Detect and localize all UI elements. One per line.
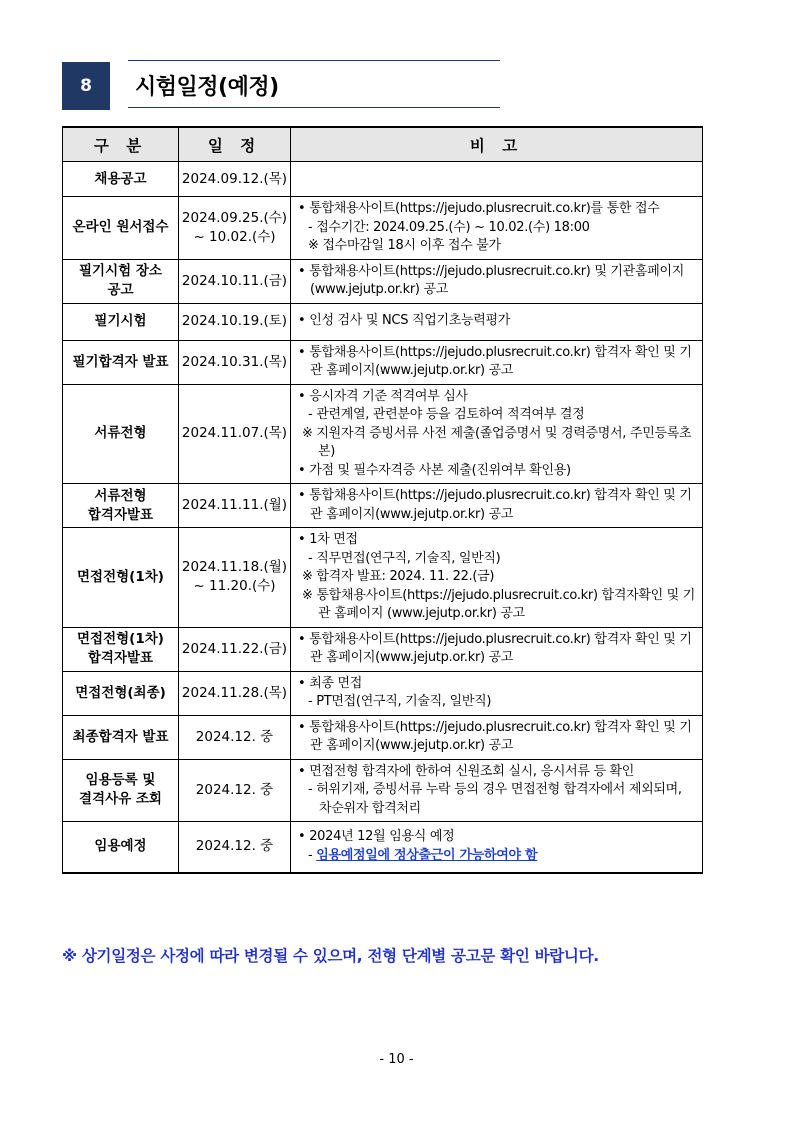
table-row xyxy=(63,384,703,484)
date-line: 2024.12. 중 xyxy=(195,781,274,798)
note-bullet: • 통합채용사이트(https://jejudo.plusrecruit.co.kr) 합격자 확인 및 기관 홈페이지(www.jejutp.or.kr) 공고 xyxy=(298,631,696,668)
row-note xyxy=(291,484,703,528)
header-category: 구 분 xyxy=(63,127,179,162)
table-row xyxy=(63,759,703,822)
table-row xyxy=(63,197,703,260)
row-date xyxy=(179,822,291,873)
category-line: 임용예정 xyxy=(94,838,147,855)
section-number-badge: 8 xyxy=(62,62,110,110)
table-row xyxy=(63,627,703,671)
note-bullet: • 통합채용사이트(https://jejudo.plusrecruit.co.kr) 합격자 확인 및 기관 홈페이지(www.jejutp.or.kr) 공고 xyxy=(298,719,696,756)
row-category xyxy=(63,484,179,528)
date-line: ~ 11.20.(수) xyxy=(193,578,276,595)
table-row xyxy=(63,484,703,528)
page-number: - 10 - xyxy=(379,1052,414,1067)
row-category xyxy=(63,384,179,484)
table-row xyxy=(63,715,703,759)
note-sub-item: ※ 접수마감일 18시 이후 접수 불가 xyxy=(308,238,501,253)
row-note xyxy=(291,197,703,260)
row-category xyxy=(63,627,179,671)
date-line: 2024.11.28.(목) xyxy=(181,684,288,701)
row-category xyxy=(63,759,179,822)
row-category xyxy=(63,197,179,260)
table-header-row xyxy=(63,127,703,162)
date-line: 2024.11.11.(월) xyxy=(181,497,288,513)
row-category xyxy=(63,671,179,715)
table-row xyxy=(63,671,703,715)
title-rule-bottom xyxy=(128,107,500,108)
row-category xyxy=(63,822,179,873)
schedule-change-notice: ※ 상기일정은 사정에 따라 변경될 수 있으며, 전형 단계별 공고문 확인 바랍니다. xyxy=(62,947,599,965)
note-sub-item: - PT면접(연구직, 기술직, 일반직) xyxy=(308,694,492,709)
row-note xyxy=(291,528,703,628)
date-line: 2024.12. 중 xyxy=(195,728,274,745)
note-reference: ※ 지원자격 증빙서류 사전 제출(졸업증명서 및 경력증명서, 주민등록초본) xyxy=(302,425,692,459)
category-line: 면접전형(1차) xyxy=(77,568,164,585)
row-note xyxy=(291,162,703,197)
table-row xyxy=(63,822,703,873)
category-line: 최종합격자 발표 xyxy=(72,728,169,745)
category-line: 결격사유 조회 xyxy=(79,791,162,808)
note-sub-item: - 허위기재, 증빙서류 누락 등의 경우 면접전형 합격자에서 제외되며, 차순위자 합격처리 xyxy=(308,782,682,816)
row-date xyxy=(179,303,291,340)
note-bullet: • 통합채용사이트(https://jejudo.plusrecruit.co.kr) 합격자 확인 및 기관 홈페이지(www.jejutp.or.kr) 공고 xyxy=(298,487,696,524)
row-category xyxy=(63,528,179,628)
note-sub-item: - 접수기간: 2024.09.25.(수) ~ 10.02.(수) 18:00 xyxy=(308,219,590,235)
row-date xyxy=(179,715,291,759)
row-date xyxy=(179,384,291,484)
date-line: 2024.10.19.(토) xyxy=(181,313,288,329)
note-bullet: • 2024년 12월 임용식 예정 xyxy=(298,828,696,847)
table-row xyxy=(63,340,703,384)
note-sub-item: - 관련계열, 관련분야 등을 검토하여 적격여부 결정 xyxy=(308,407,585,422)
date-line: 2024.09.12.(목) xyxy=(181,170,288,187)
row-date xyxy=(179,484,291,528)
note-reference: ※ 통합채용사이트(https://jejudo.plusrecruit.co.kr) 합격자확인 및 기관 홈페이지 (www.jejutp.or.kr) 공고 xyxy=(302,587,696,621)
title-rule-top xyxy=(128,60,500,61)
note-bullet: • 면접전형 합격자에 한하여 신원조회 실시, 응시서류 등 확인 xyxy=(298,763,696,782)
row-note xyxy=(291,822,703,873)
date-line: 2024.10.31.(목) xyxy=(181,353,288,370)
note-bullet: • 최종 면접 xyxy=(298,675,696,694)
table-row xyxy=(63,303,703,340)
category-line: 면접전형(최종) xyxy=(75,684,166,701)
note-bullet: • 통합채용사이트(https://jejudo.plusrecruit.co.kr)를 통한 접수 xyxy=(298,200,696,219)
note-sub-item: - 직무면접(연구직, 기술직, 일반직) xyxy=(308,550,501,566)
row-note xyxy=(291,384,703,484)
date-line: ~ 10.02.(수) xyxy=(193,228,276,245)
row-note xyxy=(291,340,703,384)
row-note xyxy=(291,259,703,303)
date-line: 2024.11.18.(월) xyxy=(181,559,288,576)
date-line: 2024.12. 중 xyxy=(195,838,274,855)
category-line: 채용공고 xyxy=(94,170,147,187)
category-line: 면접전형(1차) xyxy=(77,631,164,647)
category-line: 합격자발표 xyxy=(87,650,154,666)
schedule-table xyxy=(62,126,703,874)
category-line: 공고 xyxy=(107,282,134,298)
row-note xyxy=(291,627,703,671)
category-line: 필기시험 장소 xyxy=(79,263,162,279)
note-sub-item xyxy=(298,847,696,866)
category-line: 임용등록 및 xyxy=(85,772,156,789)
row-date xyxy=(179,162,291,197)
category-line: 필기시험 xyxy=(94,313,147,329)
note-bullet: • 인성 검사 및 NCS 직업기초능력평가 xyxy=(298,312,696,331)
category-line: 서류전형 xyxy=(94,425,147,442)
row-note xyxy=(291,303,703,340)
category-line: 필기합격자 발표 xyxy=(72,353,169,370)
note-highlight: 임용예정일에 정상출근이 가능하여야 함 xyxy=(316,847,538,863)
header-note: 비 고 xyxy=(291,127,703,162)
row-date xyxy=(179,197,291,260)
row-note xyxy=(291,715,703,759)
category-line: 온라인 원서접수 xyxy=(72,219,169,236)
row-date xyxy=(179,528,291,628)
row-category xyxy=(63,259,179,303)
row-category xyxy=(63,715,179,759)
row-date xyxy=(179,340,291,384)
date-line: 2024.09.25.(수) xyxy=(181,209,288,226)
table-body xyxy=(63,162,703,873)
row-category xyxy=(63,303,179,340)
note-reference: ※ 합격자 발표: 2024. 11. 22.(금) xyxy=(302,569,495,584)
section-title: 시험일정(예정) xyxy=(135,75,279,100)
row-category xyxy=(63,162,179,197)
category-line: 서류전형 xyxy=(94,487,147,504)
table-row xyxy=(63,528,703,628)
table-row xyxy=(63,259,703,303)
date-line: 2024.11.07.(목) xyxy=(181,425,288,442)
note-dash: - xyxy=(308,847,317,863)
note-bullet: • 통합채용사이트(https://jejudo.plusrecruit.co.kr) 합격자 확인 및 기관 홈페이지(www.jejutp.or.kr) 공고 xyxy=(298,344,696,381)
row-note xyxy=(291,759,703,822)
row-date xyxy=(179,671,291,715)
date-line: 2024.10.11.(금) xyxy=(181,272,288,289)
header-date: 일 정 xyxy=(179,127,291,162)
row-date xyxy=(179,627,291,671)
note-bullet: • 1차 면접 xyxy=(298,531,696,550)
row-note xyxy=(291,671,703,715)
row-date xyxy=(179,759,291,822)
row-category xyxy=(63,340,179,384)
note-bullet: • 통합채용사이트(https://jejudo.plusrecruit.co.kr) 및 기관홈페이지(www.jejutp.or.kr) 공고 xyxy=(298,263,696,300)
note-bullet: • 응시자격 기준 적격여부 심사 xyxy=(298,388,696,407)
date-line: 2024.11.22.(금) xyxy=(181,640,288,657)
note-bullet: • 가점 및 필수자격증 사본 제출(진위여부 확인용) xyxy=(298,462,696,481)
category-line: 합격자발표 xyxy=(87,506,154,523)
row-date xyxy=(179,259,291,303)
table-row xyxy=(63,162,703,197)
